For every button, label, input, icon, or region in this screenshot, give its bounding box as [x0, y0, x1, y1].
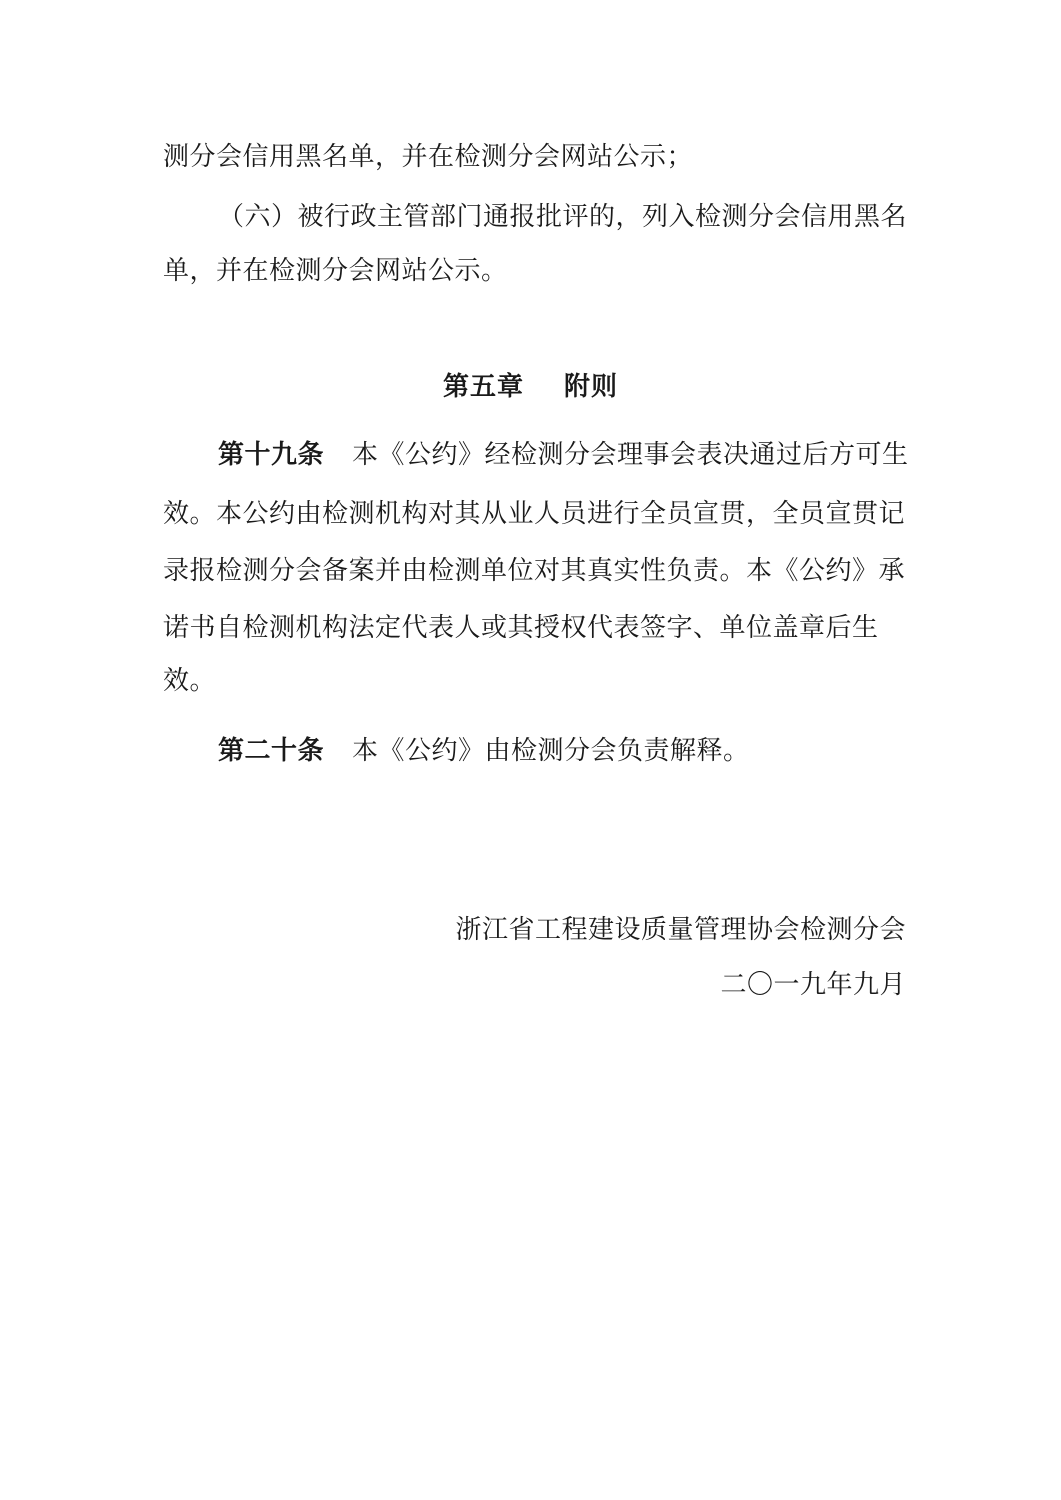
chapter-heading: [0, 372, 1061, 402]
signature-date: 二〇一九年九月: [720, 970, 906, 1000]
article-19-text: 本《公约》经检测分会理事会表决通过后方可生: [352, 440, 909, 470]
article-20-line: [218, 736, 750, 766]
article-19-line: [218, 440, 909, 470]
paragraph-line: 效。本公约由检测机构对其从业人员进行全员宣贯，全员宣贯记: [163, 499, 906, 529]
chapter-number: 第五章: [442, 372, 524, 402]
article-19-number: 第十九条: [218, 440, 325, 470]
article-20-text: 本《公约》由检测分会负责解释。: [352, 736, 750, 766]
signature-organization: 浙江省工程建设质量管理协会检测分会: [455, 915, 906, 945]
paragraph-line: 录报检测分会备案并由检测单位对其真实性负责。本《公约》承: [163, 556, 906, 586]
paragraph-line: 测分会信用黑名单，并在检测分会网站公示；: [163, 142, 694, 172]
article-20-number: 第二十条: [218, 736, 325, 766]
paragraph-line: 诺书自检测机构法定代表人或其授权代表签字、单位盖章后生: [163, 613, 879, 643]
chapter-title: 附则: [564, 372, 619, 402]
paragraph-line: 单，并在检测分会网站公示。: [163, 256, 508, 286]
paragraph-line: （六）被行政主管部门通报批评的，列入检测分会信用黑名: [218, 202, 908, 232]
paragraph-line: 效。: [163, 666, 217, 696]
